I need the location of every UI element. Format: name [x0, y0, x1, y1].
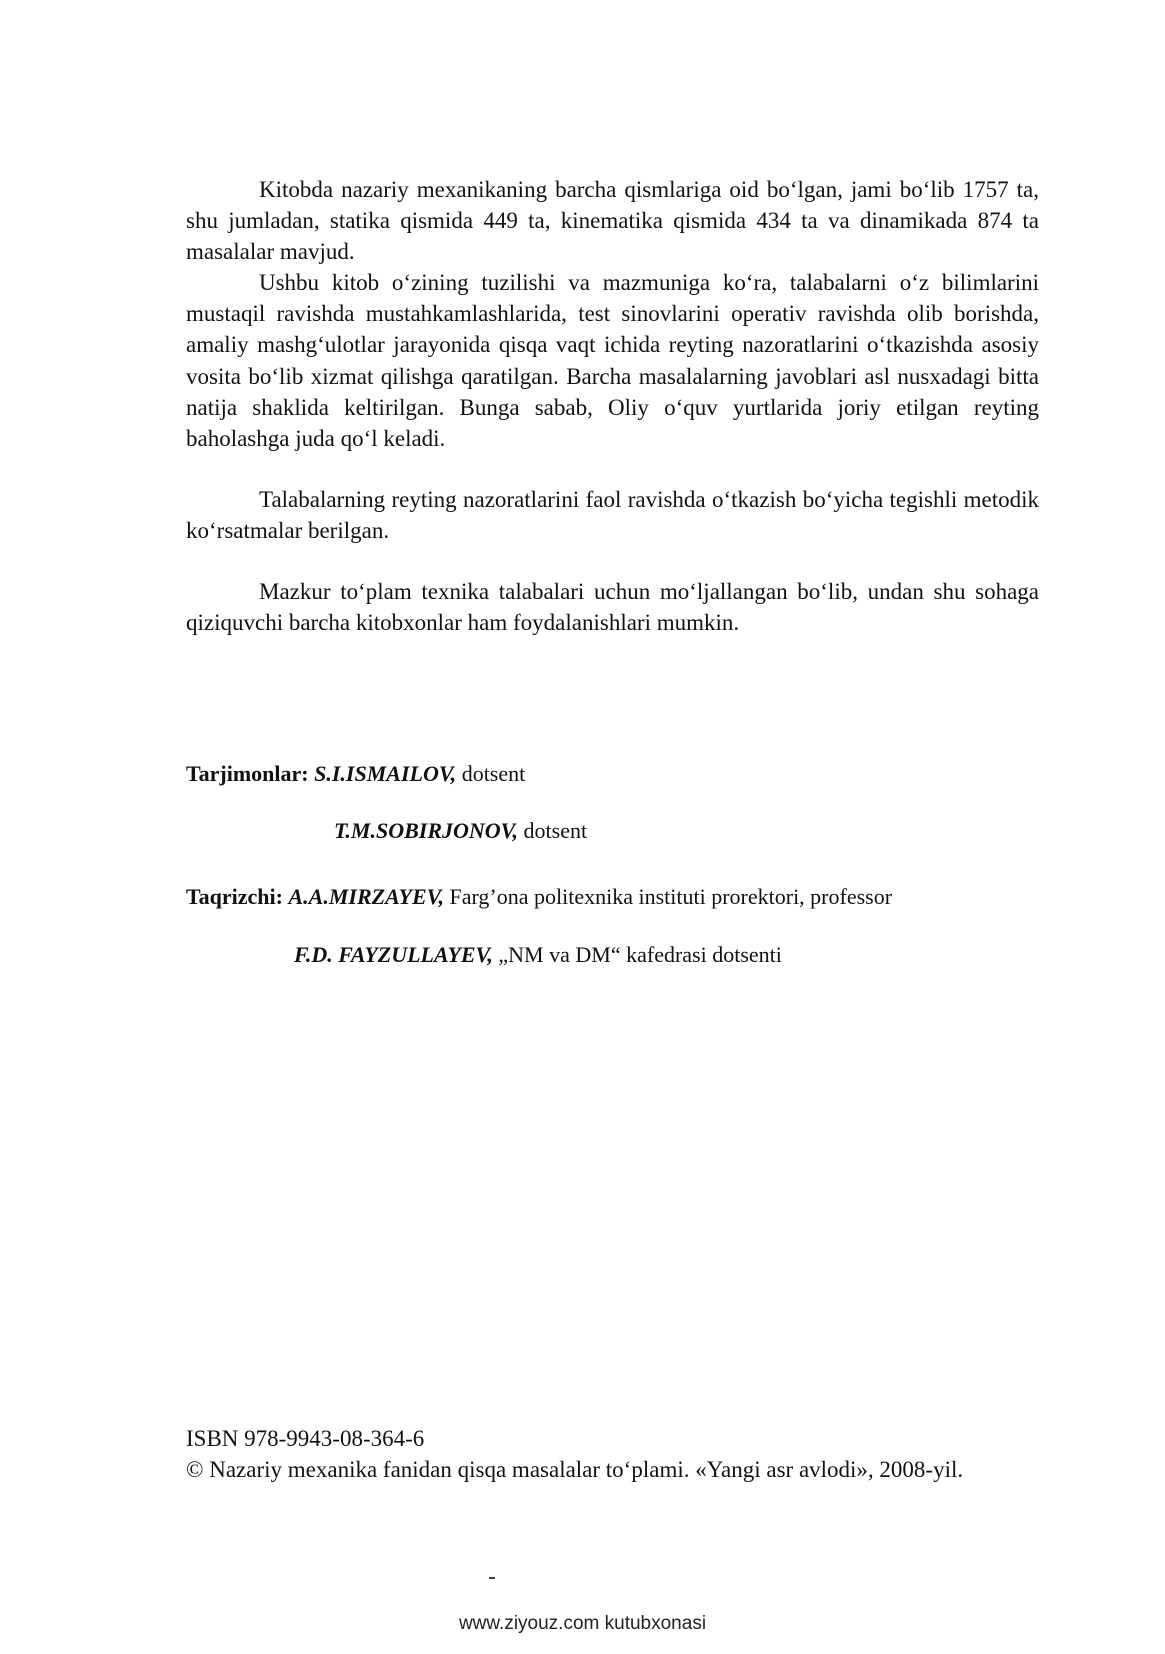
intro-paragraph-4: Mazkur to‘plam texnika talabalari uchun mo‘ljallangan bo‘lib, undan shu sohaga qiziquvchi barcha kitobxonlar ham foydalanishlari mumkin.: [186, 579, 1039, 636]
intro-paragraph-1: Kitobda nazariy mexanikaning barcha qismlariga oid bo‘lgan, jami bo‘lib 1757 ta, shu jumladan, statika qismida 449 ta, kinematika qismida 434 ta va dinamikada 874 ta masalalar mavjud.: [186, 177, 1039, 265]
reviewer-2-title: „NM va DM“ kafedrasi dotsenti: [498, 942, 782, 967]
translator-1-title: dotsent: [461, 761, 526, 786]
copyright-notice: © Nazariy mexanika fanidan qisqa masalalar to‘plami. «Yangi asr avlodi», 2008-yil.: [186, 1457, 964, 1482]
footer-watermark: www.ziyouz.com kutubxonasi: [458, 1613, 707, 1634]
translator-line-2: [334, 817, 587, 845]
isbn-number: ISBN 978-9943-08-364-6: [186, 1426, 425, 1451]
reviewer-label: Taqrizchi:: [186, 884, 283, 909]
translators-label: Tarjimonlar:: [186, 761, 309, 786]
reviewer-line-2: [294, 941, 782, 969]
reviewer-line-1: [186, 883, 892, 911]
reviewer-1-name: A.A.MIRZAYEV,: [288, 884, 444, 909]
reviewer-2-name: F.D. FAYZULLAYEV,: [294, 942, 493, 967]
isbn-block: [186, 1423, 1039, 1485]
reviewer-1-title: Farg’ona politexnika instituti prorektori, professor: [449, 884, 893, 909]
intro-paragraph-3: Talabalarning reyting nazoratlarini faol ravishda o‘tkazish bo‘yicha tegishli metodik ko‘rsatmalar berilgan.: [186, 487, 1039, 544]
translator-2-name: T.M.SOBIRJONOV,: [334, 818, 519, 843]
page-mark: [489, 1577, 495, 1579]
intro-paragraph-2: Ushbu kitob o‘zining tuzilishi va mazmuniga ko‘ra, talabalarni o‘z bilimlarini mustaqil ravishda mustahkamlashlarida, test sinovlarini operativ ravishda olib borishda, amaliy mashg‘ulotlar jarayonida qisqa vaqt ichida reyting nazoratlarini o‘tkazishda asosiy vosita bo‘lib xizmat qilishga qaratilgan. Barcha masalalarning javoblari asl nusxadagi bitta natija shaklida keltirilgan. Bunga sabab, Oliy o‘quv yurtlarida joriy etilgan reyting baholashga juda qo‘l keladi.: [186, 270, 1039, 452]
translator-2-title: dotsent: [523, 818, 588, 843]
translator-line-1: [186, 760, 525, 788]
translator-1-name: S.I.ISMAILOV,: [314, 761, 457, 786]
